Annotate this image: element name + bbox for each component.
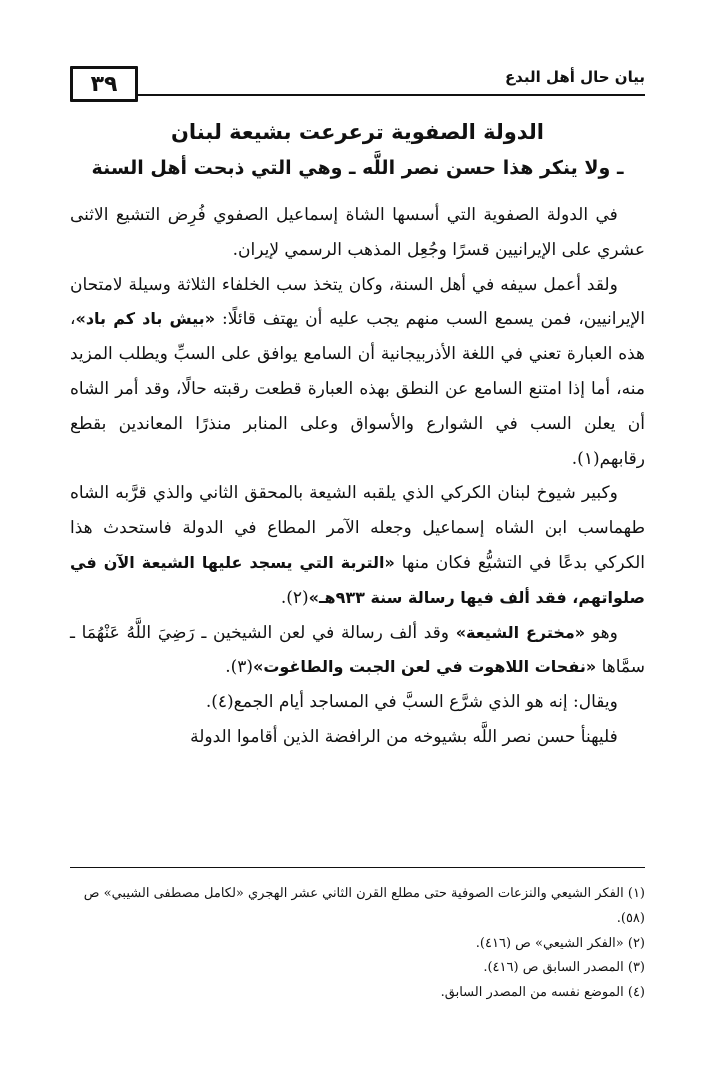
paragraph-2 — [70, 268, 645, 477]
footnote-ref-3: (٣) — [230, 657, 254, 678]
footnote-ref-2: (٢) — [286, 587, 309, 608]
paragraph-6 — [70, 720, 645, 755]
body-text — [70, 198, 645, 755]
section-subtitle: ـ ولا ينكر هذا حسن نصر اللَّه ـ وهي التي ذبحت أهل السنة — [91, 157, 624, 179]
paragraph-2-text-a: ولقد أعمل سيفه في أهل السنة، وكان يتخذ سب الخلفاء الثلاثة وسيلة لامتحان الإيرانيين، فمن يسمع السب منهم يجب عليه أن يهتف قائلًا: — [70, 274, 645, 330]
paragraph-3-end: . — [280, 587, 287, 608]
persian-phrase: «بيش باد كم باد» — [75, 309, 216, 329]
section-title: الدولة الصفوية ترعرعت بشيعة لبنان — [171, 120, 544, 144]
paragraph-2-end: . — [571, 448, 578, 469]
page-number: ٣٩ — [70, 66, 138, 102]
paragraph-1-text: في الدولة الصفوية التي أسسها الشاة إسماعيل الصفوي فُرِض التشيع الاثنى عشري على الإيرانيين قسرًا وجُعِل المذهب الرسمي لإيران. — [70, 205, 645, 260]
paragraph-6-text: فليهنأ حسن نصر اللَّه بشيوخه من الرافضة الذين أقاموا الدولة — [190, 726, 618, 747]
footnote-ref-1: (١) — [577, 448, 600, 469]
paragraph-3-text-a: وكبير شيوخ لبنان الكركي الذي يلقبه الشيعة بالمحقق الثاني والذي قرَّبه الشاه طهماسب ابن الشاه إسماعيل وجعله الآمر المطاع في الدولة فاستحدث هذا الكركي بدعًا في التشيُّع فكان منها — [70, 483, 646, 573]
paragraph-4-text-a: وهو — [585, 622, 618, 643]
paragraph-4-end: . — [225, 657, 231, 678]
paragraph-3-quote: «التربة التي يسجد عليها الشيعة الآن في صلواتهم، فقد ألف فيها رسالة سنة ٩٣٣هـ» — [70, 552, 645, 607]
header-rule — [138, 94, 645, 96]
paragraph-5-text: ويقال: إنه هو الذي شرَّع السبَّ في المساجد أيام الجمع — [233, 692, 618, 713]
paragraph-4-quote-2: «نفحات اللاهوت في لعن الجبت والطاغوت» — [253, 657, 597, 677]
page-header — [70, 62, 645, 100]
footnote-4: (٤) الموضع نفسه من المصدر السابق. — [440, 985, 645, 1001]
paragraph-1 — [70, 198, 645, 268]
footnote-3: (٣) المصدر السابق ص (٤١٦). — [483, 960, 645, 976]
footnotes — [70, 882, 645, 1006]
footnote-2: (٢) «الفكر الشيعي» ص (٤١٦). — [475, 935, 645, 951]
paragraph-3 — [70, 476, 645, 615]
footnote-1: (١) الفكر الشيعي والنزعات الصوفية حتى مطلع القرن الثاني عشر الهجري «لكامل مصطفى الشيبي» ص (٥٨). — [83, 886, 645, 926]
paragraph-4-quote-1: «مخترع الشيعة» — [455, 622, 586, 642]
footnote-separator — [70, 867, 645, 868]
paragraph-4 — [70, 616, 645, 686]
footnote-ref-4: (٤) — [211, 692, 234, 713]
running-title: بيان حال أهل البدع — [504, 68, 645, 86]
paragraph-4-text-b: وقد ألف رسالة في لعن الشيخين ـ رَضِيَ اللَّهُ عَنْهُمَا ـ سمَّاها — [70, 622, 645, 678]
paragraph-5-end: . — [205, 692, 212, 713]
paragraph-2-text-b: ، هذه العبارة تعني في اللغة الأذربيجانية أن السامع يوافق على السبِّ ويطلب المزيد منه، أما إذا امتنع السامع عن النطق بهذه العبارة قطعت رقبته حالًا، وقد أمر الشاه أن يعلن السب في الشوارع والأسواق وعلى المنابر منذرًا المعاندين بقطع رقابهم — [70, 309, 645, 469]
paragraph-5 — [70, 685, 645, 720]
